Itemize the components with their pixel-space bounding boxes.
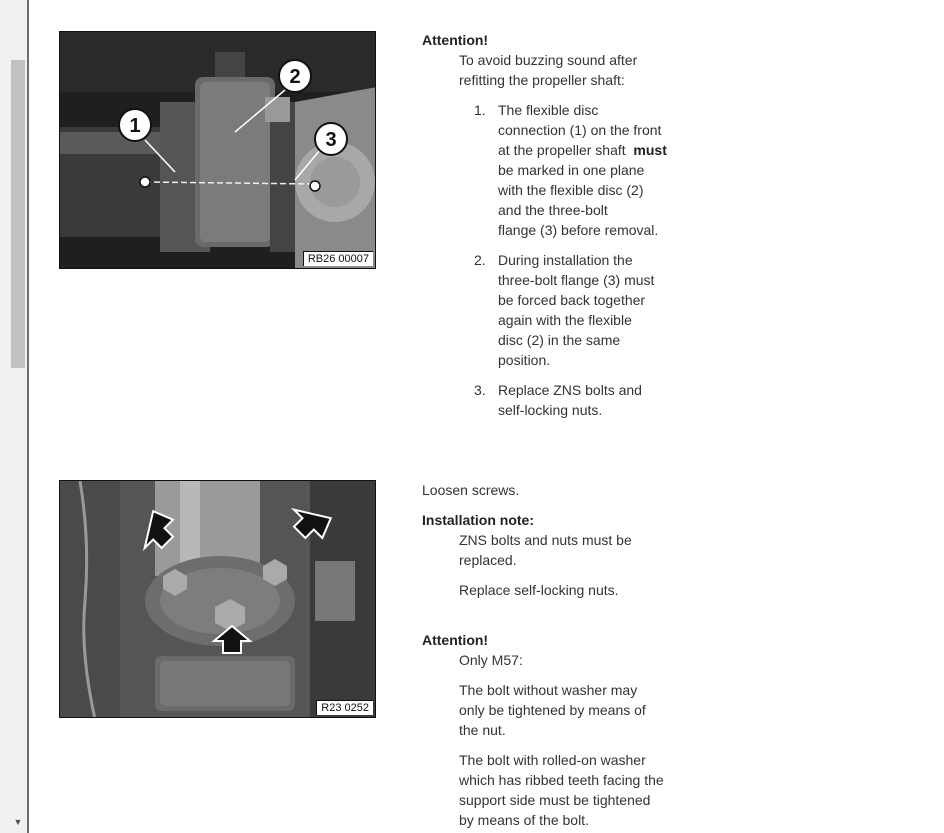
list-item bbox=[474, 250, 689, 370]
bolt-washer-line-1: The bolt with rolled-on washer bbox=[459, 752, 646, 768]
only-m57-text: Only M57: bbox=[459, 652, 523, 668]
bolt-no-washer-line-3: the nut. bbox=[459, 722, 506, 738]
step-line: The flexible disc bbox=[498, 102, 599, 118]
step-line: position. bbox=[498, 352, 551, 368]
step-line: flange (3) before removal. bbox=[498, 222, 659, 238]
svg-text:1: 1 bbox=[129, 115, 141, 137]
step-number: 3. bbox=[474, 382, 486, 398]
step-line: again with the flexible bbox=[498, 312, 632, 328]
installation-note-heading: Installation note: bbox=[422, 512, 534, 528]
svg-text:3: 3 bbox=[325, 129, 337, 151]
emphasis-must: must bbox=[633, 142, 667, 158]
svg-text:2: 2 bbox=[289, 66, 301, 88]
bolt-no-washer-line-1: The bolt without washer may bbox=[459, 682, 638, 698]
attention-intro-line-1: To avoid buzzing sound after bbox=[459, 52, 638, 68]
step-number: 1. bbox=[474, 102, 486, 118]
attention-heading: Attention! bbox=[422, 32, 489, 48]
step-line: connection (1) on the front bbox=[498, 122, 662, 138]
bolt-location-figure bbox=[59, 480, 376, 718]
step-line: be marked in one plane bbox=[498, 162, 645, 178]
propeller-shaft-illustration bbox=[60, 32, 376, 269]
scrollbar-thumb[interactable] bbox=[11, 60, 25, 368]
list-item bbox=[474, 380, 689, 420]
step-line: with the flexible disc (2) bbox=[498, 182, 644, 198]
step-line: disc (2) in the same bbox=[498, 332, 621, 348]
bolt-washer-line-4: by means of the bolt. bbox=[459, 812, 589, 828]
loosen-screws-text: Loosen screws. bbox=[422, 482, 520, 498]
bolt-washer-line-2: which has ribbed teeth facing the bbox=[459, 772, 664, 788]
steps-list bbox=[474, 100, 689, 430]
step-number: 2. bbox=[474, 252, 486, 268]
figure-label: R23 0252 bbox=[316, 700, 373, 715]
attention-heading-2: Attention! bbox=[422, 632, 489, 648]
step-line: and the three-bolt bbox=[498, 202, 608, 218]
callout-2 bbox=[279, 60, 311, 92]
vertical-scrollbar[interactable] bbox=[0, 0, 27, 833]
list-item bbox=[474, 100, 689, 240]
callout-3 bbox=[315, 123, 347, 155]
install-line-2: replaced. bbox=[459, 552, 517, 568]
attention-intro-line-2: refitting the propeller shaft: bbox=[459, 72, 625, 88]
figure-label: RB26 00007 bbox=[303, 251, 373, 266]
page-edge bbox=[27, 0, 29, 833]
replace-nuts-text: Replace self-locking nuts. bbox=[459, 582, 619, 598]
bolt-washer-line-3: support side must be tightened bbox=[459, 792, 651, 808]
step-line: be forced back together bbox=[498, 292, 646, 308]
step-line: During installation the bbox=[498, 252, 633, 268]
step-line: three-bolt flange (3) must bbox=[498, 272, 655, 288]
propeller-shaft-figure bbox=[59, 31, 376, 269]
bolt-no-washer-line-2: only be tightened by means of bbox=[459, 702, 646, 718]
callout-1 bbox=[119, 109, 151, 141]
step-line: Replace ZNS bolts and bbox=[498, 382, 642, 398]
install-line-1: ZNS bolts and nuts must be bbox=[459, 532, 632, 548]
step-line: at the propeller shaft must bbox=[498, 142, 667, 158]
step-line: self-locking nuts. bbox=[498, 402, 603, 418]
bolt-location-illustration bbox=[60, 481, 376, 718]
scroll-down-arrow-icon[interactable]: ▼ bbox=[13, 817, 23, 827]
